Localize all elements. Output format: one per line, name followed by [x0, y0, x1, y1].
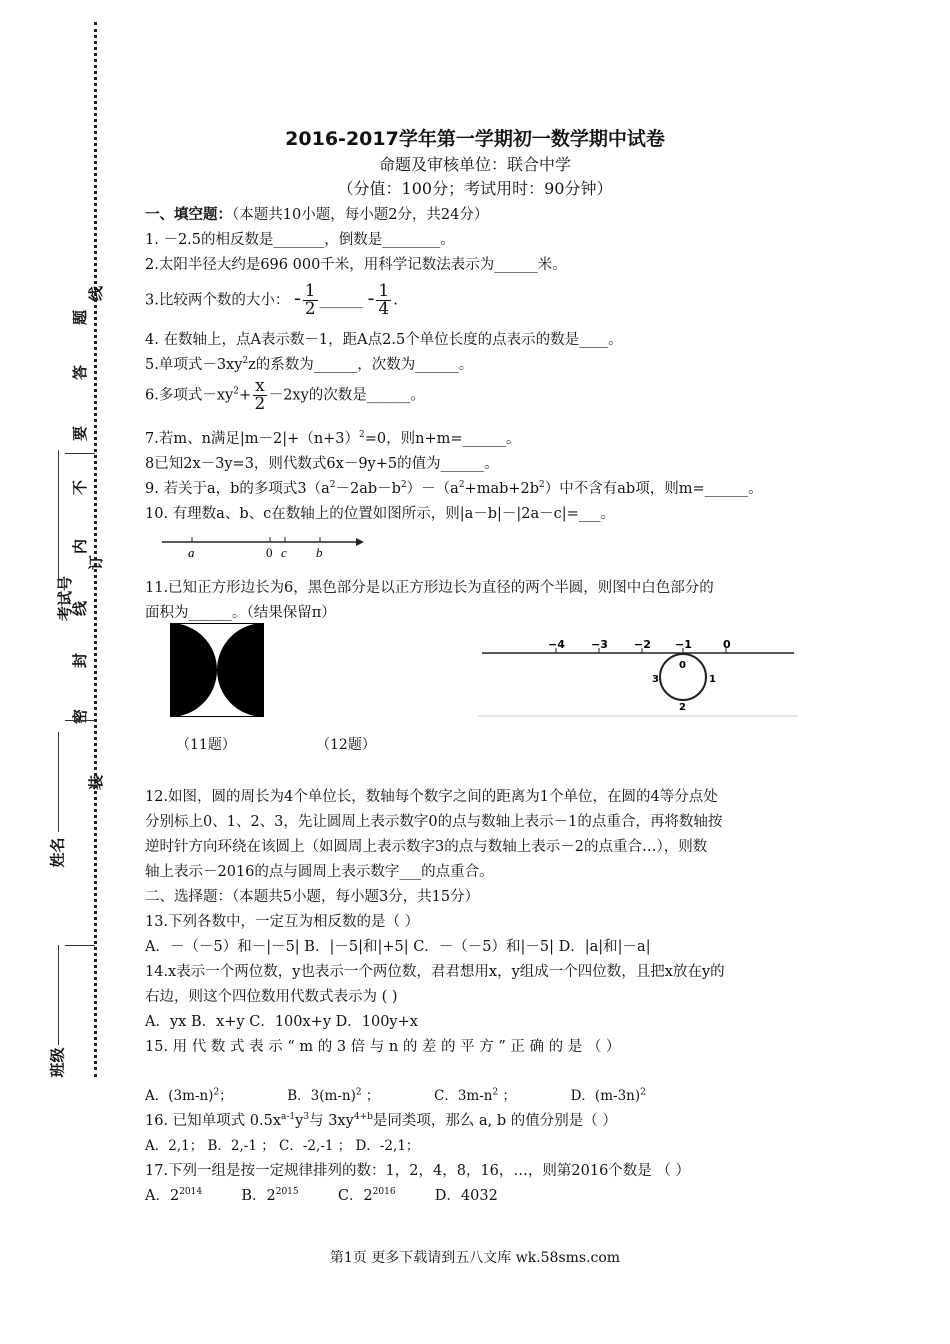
q5-text-b: z的系数为______，次数为______。 — [248, 357, 474, 373]
q12-circle-3: 3 — [652, 674, 659, 685]
exam-title: 2016-2017学年第一学期初一数学期中试卷 — [285, 128, 665, 150]
q10-label-a: a — [188, 545, 195, 560]
q15-b-sup: 2 — [355, 1087, 362, 1098]
q12-tick-minus2: −2 — [634, 638, 651, 651]
question-12-line1: 12.如图，圆的周长为4个单位长，数轴每个数字之间的距离为1个单位，在圆的4等分点处 — [145, 789, 718, 805]
margin-char-xian-top: 线 — [87, 285, 106, 302]
q10-label-zero: 0 — [266, 545, 273, 560]
q16-text-a: 16. 已知单项式 0.5x — [145, 1113, 282, 1129]
question-15: 15. 用 代 数 式 表 示 “ m 的 3 倍 与 n 的 差 的 平 方 ” 正 确 的 是 （ ） — [145, 1039, 621, 1055]
margin-char-mi: 密 — [71, 708, 90, 725]
q12-tick-minus1: −1 — [675, 638, 692, 651]
q3-num-2: 1 — [378, 281, 390, 301]
q6-den: 2 — [254, 394, 266, 414]
margin-rule-bottom — [65, 945, 95, 946]
q16-text-c: 与 3xy — [309, 1113, 354, 1129]
question-6 — [145, 378, 425, 413]
question-13-options: A．－（－5）和－|－5| B．|－5|和|+5| C．－（－5）和|－5| D．|a|和|－a| — [145, 939, 651, 955]
q15-option-d: D．(m-3n) — [570, 1088, 641, 1104]
q16-sup-3: 4+b — [353, 1112, 373, 1123]
q16-sup-1: a-1 — [281, 1112, 296, 1123]
q15-a-sep: ； — [219, 1088, 233, 1104]
q3-minus-1: - — [293, 285, 301, 310]
q7-sup: 2 — [359, 430, 365, 441]
section1-header — [145, 203, 488, 224]
q3-end: . — [393, 292, 398, 309]
q6-text-b: －2xy的次数是______。 — [268, 387, 425, 404]
q15-b-sep: ； — [361, 1088, 380, 1104]
q6-num: x — [255, 376, 265, 396]
name-field — [58, 732, 59, 832]
q3-prefix: 3.比较两个数的大小： — [145, 292, 290, 309]
margin-char-da: 答 — [71, 364, 90, 381]
q12-circle-0: 0 — [679, 660, 686, 671]
exam-number-label: 考试号 — [56, 575, 75, 622]
question-5 — [145, 353, 473, 374]
q12-figure — [478, 636, 798, 718]
q3-blank: ______ — [319, 292, 364, 309]
q9-sup-4: 2 — [539, 480, 545, 491]
question-12-line2: 分别标上0、1、2、3，先让圆周上表示数字0的点与数轴上表示－1的点重合，再将数轴按 — [145, 814, 723, 830]
question-16-options: A．2,1； B．2,-1 ； C．-2,-1 ； D．-2,1； — [145, 1138, 420, 1154]
margin-char-yao: 要 — [71, 425, 90, 442]
name-label: 姓名 — [48, 837, 67, 868]
q3-den-2: 4 — [378, 299, 390, 319]
question-15-options — [145, 1084, 646, 1104]
margin-char-feng: 封 — [71, 652, 90, 669]
q12-circle-2: 2 — [679, 702, 686, 713]
margin-char-xian: 线 — [71, 600, 90, 617]
q7-text-b: =0，则n+m=______。 — [364, 431, 521, 447]
q12-tick-minus3: −3 — [591, 638, 608, 651]
question-8: 8已知2x－3y=3，则代数式6x－9y+5的值为______。 — [145, 456, 499, 472]
margin-char-nei: 内 — [71, 538, 90, 555]
question-3 — [145, 283, 398, 318]
question-17: 17.下列一组是按一定规律排列的数：1，2，4，8，16，…，则第2016个数是 （ ） — [145, 1163, 691, 1179]
margin-char-bu: 不 — [71, 479, 90, 496]
question-2: 2.太阳半径大约是696 000千米，用科学记数法表示为______米。 — [145, 257, 567, 273]
margin-char-zhuang: 装 — [87, 774, 106, 791]
question-13: 13.下列各数中，一定互为相反数的是（ ） — [145, 914, 420, 930]
q9-sup-3: 2 — [458, 480, 465, 491]
q17-option-c: C．2 — [337, 1188, 373, 1204]
question-14-line1: 14.x表示一个两位数，y也表示一个两位数，君君想用x，y组成一个四位数，且把x放在y的 — [145, 964, 725, 980]
q15-option-c: C．3m-n — [434, 1088, 493, 1104]
question-12-line3: 逆时针方向环绕在该圆上（如圆周上表示数字3的点与数轴上表示－2的点重合…），则数 — [145, 839, 708, 855]
caption-11: （11题） — [176, 737, 236, 753]
q3-fraction-2 — [376, 283, 391, 318]
margin-char-ti: 题 — [71, 309, 90, 326]
q3-den-1: 2 — [304, 299, 316, 319]
class-field — [58, 945, 59, 1045]
q17-option-b: B．2 — [241, 1188, 276, 1204]
q3-minus-2: - — [367, 285, 375, 310]
class-label: 班级 — [48, 1047, 67, 1078]
question-11-line2: 面积为______。（结果保留π） — [145, 605, 336, 621]
q9-text-a: 9. 若关于a，b的多项式3（a — [145, 481, 330, 497]
q6-text-a: 6.多项式－xy — [145, 387, 234, 404]
q9-sup-2: 2 — [400, 480, 407, 491]
question-12-line4: 轴上表示－2016的点与圆周上表示数字___的点重合。 — [145, 864, 494, 880]
q10-label-c: c — [281, 545, 287, 560]
q12-tick-zero: 0 — [723, 638, 731, 651]
q5-sup: 2 — [242, 356, 249, 367]
q10-label-b: b — [316, 545, 323, 560]
question-14-options: A．yx B．x+y C．100x+y D．100y+x — [145, 1014, 418, 1030]
q16-text-b: y — [295, 1113, 304, 1129]
q16-sup-2: 3 — [303, 1112, 310, 1123]
q9-text-d: +mab+2b — [464, 481, 540, 497]
q12-tick-minus4: −4 — [548, 638, 565, 651]
q15-option-b: B．3(m-n) — [287, 1088, 356, 1104]
page-footer: 第1页 更多下载请到五八文库 wk.58sms.com — [329, 1250, 621, 1266]
q17-b-sup: 2015 — [275, 1187, 299, 1198]
margin-char-ding: 订 — [87, 554, 106, 571]
q6-sup: 2 — [233, 386, 239, 397]
question-17-options — [145, 1184, 498, 1205]
question-1: 1. －2.5的相反数是_______，倒数是________。 — [145, 232, 455, 248]
q15-option-a: A．(3m-n) — [145, 1088, 214, 1104]
q10-number-line — [160, 530, 370, 560]
q3-num-1: 1 — [304, 281, 316, 301]
q3-fraction-1 — [303, 283, 318, 318]
q9-text-b: －2ab－b — [335, 481, 401, 497]
q6-fraction — [253, 378, 267, 413]
q15-c-sep: ； — [498, 1088, 517, 1104]
q9-sup-1: 2 — [329, 480, 336, 491]
section2-header: 二、选择题：（本题共5小题，每小题3分，共15分） — [145, 889, 480, 905]
question-16 — [145, 1109, 617, 1130]
q9-text-e: ）中不含有ab项，则m=______。 — [544, 481, 763, 497]
q9-text-c: ）－（a — [406, 481, 459, 497]
caption-12: （12题） — [316, 737, 376, 753]
exam-info: （分值：100分；考试用时：90分钟） — [337, 179, 613, 198]
question-9 — [145, 477, 763, 498]
q6-plus: + — [238, 387, 252, 404]
question-10: 10. 有理数a、b、c在数轴上的位置如图所示，则|a－b|－|2a－c|=___。 — [145, 506, 616, 522]
question-7 — [145, 427, 521, 448]
margin-rule-mid — [65, 720, 95, 721]
exam-number-field — [58, 450, 59, 580]
question-11-line1: 11.已知正方形边长为6，黑色部分是以正方形边长为直径的两个半圆，则图中白色部分的 — [145, 580, 714, 596]
q17-option-a: A．2 — [145, 1188, 180, 1204]
q17-c-sup: 2016 — [372, 1187, 396, 1198]
q17-option-d: D．4032 — [434, 1188, 498, 1204]
q11-figure — [170, 623, 264, 717]
q16-text-d: 是同类项，那么 a, b 的值分别是（ ） — [372, 1113, 617, 1129]
q12-circle-1: 1 — [709, 674, 716, 685]
question-14-line2: 右边，则这个四位数用代数式表示为 ( ) — [145, 989, 398, 1005]
section1-heading: 一、填空题： — [145, 206, 232, 223]
q17-a-sup: 2014 — [179, 1187, 203, 1198]
q15-d-sup: 2 — [640, 1087, 646, 1098]
q7-text-a: 7.若m、n满足|m－2|+（n+3） — [145, 431, 360, 447]
q15-c-sup: 2 — [492, 1087, 499, 1098]
q15-a-sup: 2 — [213, 1087, 220, 1098]
q5-text-a: 5.单项式－3xy — [145, 357, 243, 373]
question-4: 4. 在数轴上，点A表示数－1，距A点2.5个单位长度的点表示的数是____。 — [145, 332, 623, 348]
section1-note: （本题共10小题，每小题2分，共24分） — [232, 207, 489, 223]
margin-rule-top — [65, 453, 95, 454]
exam-unit: 命题及审核单位：联合中学 — [378, 155, 571, 174]
